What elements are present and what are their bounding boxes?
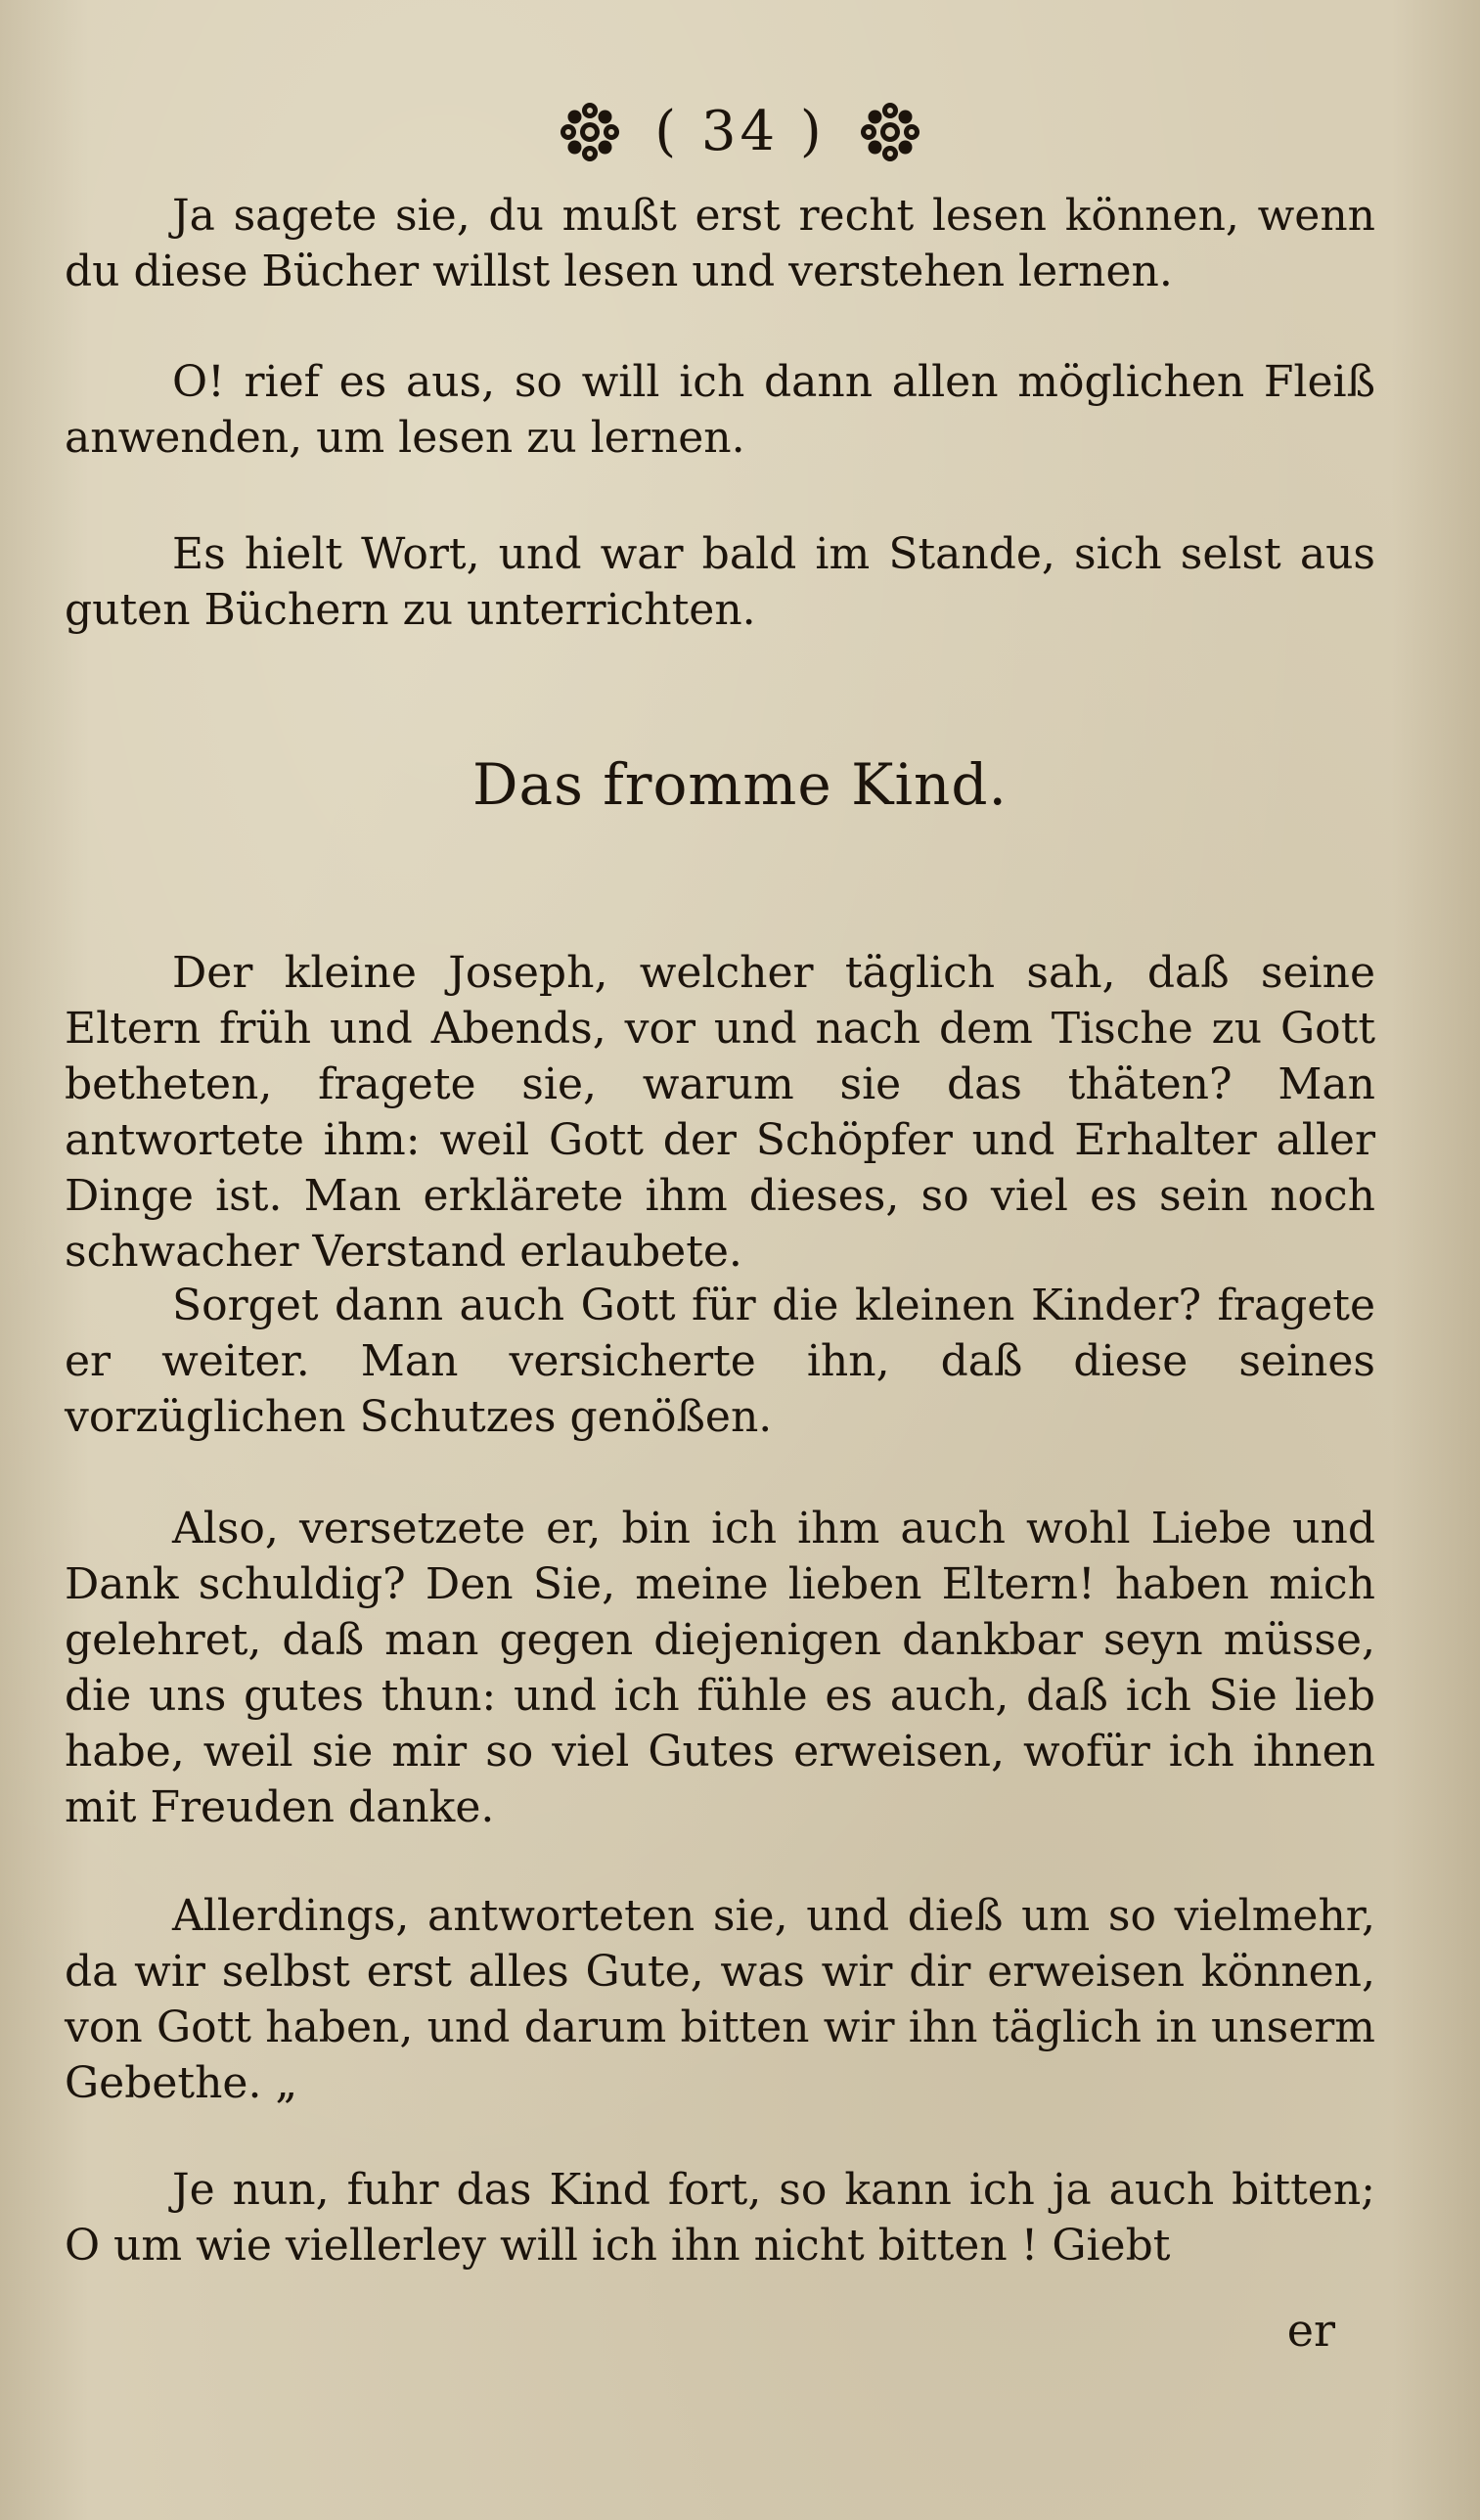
page-number: ( 34 ) xyxy=(654,100,826,163)
paragraph xyxy=(65,1278,1375,1445)
paragraph-text: Ja sagete sie, du mußt erst recht lesen können, wenn du diese Bücher willst lesen und verstehen lernen. xyxy=(65,191,1375,296)
paragraph-text: Sorget dann auch Gott für die kleinen Kinder? fragete er weiter. Man versicherte ihn, daß diese seines vorzüglichen Schutzes genößen. xyxy=(65,1281,1375,1442)
paragraph xyxy=(65,1501,1375,1835)
paragraph xyxy=(65,188,1375,299)
paragraph xyxy=(65,1888,1375,2111)
section-heading: Das fromme Kind. xyxy=(472,751,1008,818)
paragraph-text: Allerdings, antworteten sie, und dieß um so vielmehr, da wir selbst erst alles Gute, was wir dir erweisen können, von Gott haben, und darum bitten wir ihn täglich in unserm Gebethe. „ xyxy=(65,1891,1375,2108)
paragraph-text: Also, versetzete er, bin ich ihm auch wohl Liebe und Dank schuldig? Den Sie, meine lieben Eltern! haben mich gelehret, daß man gegen diejenigen dankbar seyn müsse, die uns gutes thun: und ich fühle es auch, daß ich Sie lieb habe, weil sie mir so viel Gutes erweisen, wofür ich ihnen mit Freuden danke. xyxy=(65,1504,1375,1832)
paragraph-text: Der kleine Joseph, welcher täglich sah, daß seine Eltern früh und Abends, vor und nach dem Tische zu Gott betheten, fragete sie, warum sie das thäten? Man antwortete ihm: weil Gott der Schöpfer und Erhalter aller Dinge ist. Man erklärete ihm dieses, so viel es sein noch schwacher Verstand erlaubete. xyxy=(65,948,1375,1277)
rosette-icon xyxy=(559,101,621,163)
paragraph-text: Je nun, fuhr das Kind fort, so kann ich ja auch bitten; O um wie viellerley will ich ihn nicht bitten ! Giebt xyxy=(65,2165,1375,2271)
paragraph xyxy=(65,945,1375,1280)
paragraph-text: Es hielt Wort, und war bald im Stande, sich selst aus guten Büchern zu unterrichten. xyxy=(65,529,1375,635)
paragraph xyxy=(65,526,1375,638)
paragraph xyxy=(65,2162,1375,2273)
rosette-icon xyxy=(859,101,921,163)
page-header xyxy=(0,93,1480,171)
catchword: er xyxy=(1286,2304,1335,2357)
paragraph xyxy=(65,354,1375,466)
paragraph-text: O! rief es aus, so will ich dann allen möglichen Fleiß anwenden, um lesen zu lernen. xyxy=(65,357,1375,463)
